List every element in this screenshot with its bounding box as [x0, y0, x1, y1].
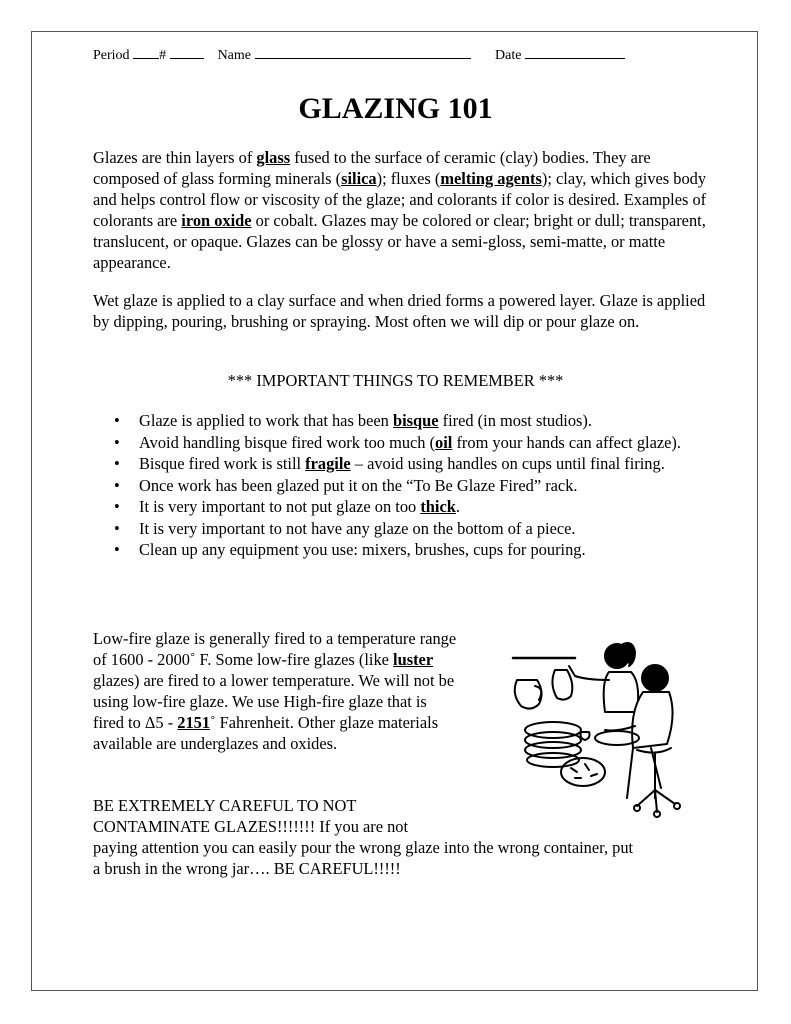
lowfire-paragraph: Low-fire glaze is generally fired to a temperature range of 1600 - 2000˚ F. Some low-fire glazes (like luster glazes) are fired to a lower temperature. We will not be using low-fire glaze. We use High-fire glaze that is fired to Δ5 - 2151˚ Fahrenheit. Other glaze materials available are underglazes and oxides.	[93, 629, 457, 753]
list-item: • It is very important to not have any glaze on the bottom of a piece.	[114, 518, 576, 538]
page-title: GLAZING 101	[298, 92, 493, 125]
important-heading: *** IMPORTANT THINGS TO REMEMBER ***	[227, 371, 564, 390]
bullet-icon: •	[114, 497, 120, 516]
bullet-icon: •	[114, 475, 120, 495]
name-blank[interactable]	[255, 46, 471, 59]
keyword-oil: oil	[435, 432, 453, 452]
keyword-silica: silica	[341, 169, 377, 188]
keyword-bisque: bisque	[392, 411, 439, 430]
bullet-icon: •	[114, 454, 120, 473]
list-item: • Avoid handling bisque fired work too much (oil from your hands can affect glaze).	[114, 432, 681, 452]
keyword-glass: glass	[256, 148, 291, 167]
list-item: • Glaze is applied to work that has been bisque fired (in most studios).	[114, 411, 592, 430]
name-label: Name	[217, 48, 251, 63]
bullet-icon: •	[114, 411, 120, 430]
period-label: Period	[93, 48, 130, 63]
header-fields	[93, 46, 625, 64]
number-label: #	[159, 48, 167, 63]
number-blank[interactable]	[170, 46, 204, 59]
important-list	[93, 410, 693, 561]
keyword-2151: 2151	[177, 713, 211, 732]
period-blank[interactable]	[133, 46, 159, 59]
date-blank[interactable]	[525, 46, 625, 59]
keyword-fragile: fragile	[305, 454, 351, 473]
potters-glazing-illustration	[505, 630, 705, 825]
list-item: • Clean up any equipment you use: mixers, brushes, cups for pouring.	[114, 540, 586, 559]
intro-paragraph: Glazes are thin layers of glass fused to the surface of ceramic (clay) bodies. They are composed of glass forming minerals (silica); fluxes (melting agents); clay, which gives body and helps control flow or viscosity of the glaze; and colorants if color is desired. Examples of colorants are iron oxide or cobalt. Glazes may be colored or clear; bright or dull; transparent, translucent, or opaque. Glazes can be glossy or have a semi-gloss, semi-matte, or matte appearance.	[93, 148, 707, 272]
bullet-icon: •	[114, 540, 120, 559]
keyword-melting-agents: melting agents	[440, 169, 542, 188]
keyword-luster: luster	[393, 650, 434, 669]
keyword-thick: thick	[420, 497, 456, 516]
date-label: Date	[495, 48, 522, 63]
list-item: • It is very important to not put glaze on too thick.	[114, 497, 460, 516]
keyword-iron-oxide: iron oxide	[181, 211, 252, 230]
bullet-icon: •	[114, 518, 120, 538]
bullet-icon: •	[114, 432, 120, 452]
list-item: • Bisque fired work is still fragile – avoid using handles on cups until final firing.	[114, 454, 665, 473]
warning-paragraph: BE EXTREMELY CAREFUL TO NOT CONTAMINATE GLAZES!!!!!!! If you are not paying attention you can easily pour the wrong glaze into the wrong container, put a brush in the wrong jar…. BE CAREFUL!!!!!	[93, 796, 634, 878]
list-item: • Once work has been glazed put it on the “To Be Glaze Fired” rack.	[114, 475, 578, 495]
wet-glaze-paragraph: Wet glaze is applied to a clay surface and when dried forms a powered layer. Glaze is applied by dipping, pouring, brushing or spraying. Most often we will dip or pour glaze on.	[93, 291, 706, 331]
